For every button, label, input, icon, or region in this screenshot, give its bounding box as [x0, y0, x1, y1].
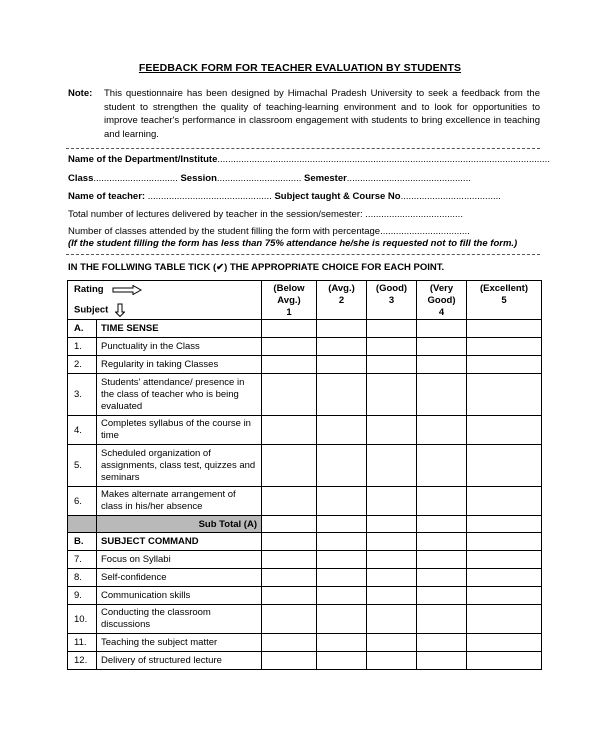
table-row: 11. Teaching the subject matter [68, 634, 542, 652]
session-dots: ................................ [216, 173, 302, 184]
table-row: 8. Self-confidence [68, 569, 542, 587]
attendance-note: (If the student filling the form has less than 75% attendance he/she is requested not to fill the form.) [68, 238, 518, 249]
note-text: This questionnaire has been designed by Himachal Pradesh University to seek a feedback from the student to strengthen the quality of teaching-learning environment and to look for opportunities to improve teacher's performance in classroom engagement with students to bring excellence in teaching and learning. [104, 88, 540, 140]
rating-cell[interactable] [417, 652, 467, 670]
lectures-attended-dots: .................................. [380, 226, 470, 237]
teacher-label: Name of teacher: [68, 191, 146, 202]
rating-cell[interactable] [262, 487, 317, 516]
divider [66, 148, 540, 149]
lectures-delivered-field[interactable] [68, 209, 463, 220]
rating-cell[interactable] [262, 634, 317, 652]
rating-cell[interactable] [467, 356, 542, 374]
rating-cell[interactable] [367, 338, 417, 356]
rating-cell[interactable] [317, 445, 367, 487]
rating-cell[interactable] [467, 338, 542, 356]
rating-cell[interactable] [467, 634, 542, 652]
rating-cell[interactable] [367, 416, 417, 445]
rating-cell[interactable] [262, 356, 317, 374]
subtotal-cell[interactable] [417, 516, 467, 533]
rating-cell[interactable] [417, 605, 467, 634]
rating-cell[interactable] [417, 551, 467, 569]
subtotal-row [68, 516, 542, 533]
section-b-num: B. [68, 533, 97, 551]
rating-cell[interactable] [262, 551, 317, 569]
rating-cell[interactable] [367, 652, 417, 670]
col-header-excellent: (Excellent) 5 [467, 281, 542, 320]
rating-cell[interactable] [367, 374, 417, 416]
rating-cell[interactable] [417, 338, 467, 356]
col-header-below-avg: (Below Avg.) 1 [262, 281, 317, 320]
table-row: 2. Regularity in taking Classes [68, 356, 542, 374]
rating-cell[interactable] [417, 445, 467, 487]
rating-cell[interactable] [317, 634, 367, 652]
table-row: 4. Completes syllabus of the course in time [68, 416, 542, 445]
rating-cell[interactable] [467, 605, 542, 634]
semester-label: Semester [304, 173, 347, 184]
class-label: Class [68, 173, 94, 184]
rating-cell[interactable] [467, 487, 542, 516]
rating-cell[interactable] [317, 587, 367, 605]
department-dots: .............................................................................................................................. [217, 154, 550, 165]
table-header-row [68, 281, 542, 320]
rating-cell[interactable] [317, 356, 367, 374]
rating-cell[interactable] [262, 374, 317, 416]
note-label: Note: [68, 88, 93, 99]
col-header-very-good: (Very Good) 4 [417, 281, 467, 320]
lectures-attended-label: Number of classes attended by the student filling the form with percentage [68, 226, 381, 237]
section-row-a [68, 320, 542, 338]
rating-cell[interactable] [367, 605, 417, 634]
class-session-semester-field[interactable] [68, 173, 471, 184]
rating-cell[interactable] [417, 374, 467, 416]
subtotal-cell[interactable] [367, 516, 417, 533]
subtotal-cell[interactable] [467, 516, 542, 533]
rating-cell[interactable] [467, 416, 542, 445]
rating-cell[interactable] [467, 551, 542, 569]
rating-cell[interactable] [367, 634, 417, 652]
table-row: 5. Scheduled organization of assignments, class test, quizzes and seminars [68, 445, 542, 487]
rating-cell[interactable] [317, 338, 367, 356]
semester-dots: ............................................... [346, 173, 471, 184]
rating-cell[interactable] [317, 416, 367, 445]
class-dots: ................................ [93, 173, 178, 184]
rating-cell[interactable] [262, 605, 317, 634]
table-row: 6. Makes alternate arrangement of class in his/her absence [68, 487, 542, 516]
table-row: 10. Conducting the classroom discussions [68, 605, 542, 634]
subtotal-cell[interactable] [317, 516, 367, 533]
rating-cell[interactable] [417, 487, 467, 516]
rating-cell[interactable] [417, 416, 467, 445]
subtotal-cell[interactable] [262, 516, 317, 533]
table-row: 12. Delivery of structured lecture [68, 652, 542, 670]
subject-label: Subject taught & Course No [274, 191, 401, 202]
rating-cell[interactable] [467, 569, 542, 587]
subtotal-label: Sub Total (A) [97, 516, 262, 533]
section-a-num: A. [68, 320, 97, 338]
lectures-attended-field[interactable] [68, 226, 470, 237]
rating-cell[interactable] [317, 652, 367, 670]
rating-cell[interactable] [367, 445, 417, 487]
rating-cell[interactable] [417, 569, 467, 587]
rating-subject-header [68, 281, 262, 320]
lectures-delivered-dots: ..................................... [365, 209, 463, 220]
rating-cell[interactable] [317, 374, 367, 416]
rating-cell[interactable] [367, 487, 417, 516]
department-field[interactable] [68, 154, 550, 165]
evaluation-table [67, 280, 542, 670]
session-label: Session [180, 173, 217, 184]
rating-cell[interactable] [467, 374, 542, 416]
section-a-label: TIME SENSE [97, 320, 262, 338]
rating-cell[interactable] [367, 569, 417, 587]
subject-header-label: Subject [74, 304, 109, 316]
arrow-right-icon [112, 285, 142, 294]
instruction-text: IN THE FOLLWING TABLE TICK (✔) THE APPROPRIATE CHOICE FOR EACH POINT. [68, 262, 445, 273]
rating-cell[interactable] [317, 551, 367, 569]
col-header-good: (Good) 3 [367, 281, 417, 320]
rating-cell[interactable] [417, 356, 467, 374]
rating-cell[interactable] [262, 338, 317, 356]
rating-label: Rating [74, 284, 104, 295]
arrow-down-icon [115, 303, 125, 317]
rating-cell[interactable] [417, 587, 467, 605]
col-header-avg: (Avg.) 2 [317, 281, 367, 320]
rating-cell[interactable] [467, 587, 542, 605]
teacher-dots: ............................................... [147, 191, 272, 202]
table-row: 1. Punctuality in the Class [68, 338, 542, 356]
rating-cell[interactable] [417, 634, 467, 652]
rating-cell[interactable] [262, 416, 317, 445]
rating-cell[interactable] [262, 569, 317, 587]
teacher-subject-field[interactable] [68, 191, 501, 202]
rating-cell[interactable] [367, 587, 417, 605]
rating-cell[interactable] [467, 445, 542, 487]
rating-cell[interactable] [317, 569, 367, 587]
lectures-delivered-label: Total number of lectures delivered by teacher in the session/semester: [68, 209, 363, 220]
table-row: 9. Communication skills [68, 587, 542, 605]
table-row: 3. Students' attendance/ presence in the class of teacher who is being evaluated [68, 374, 542, 416]
divider [66, 254, 540, 255]
rating-cell[interactable] [317, 605, 367, 634]
rating-cell[interactable] [262, 445, 317, 487]
department-label: Name of the Department/Institute [68, 154, 218, 165]
section-row-b [68, 533, 542, 551]
section-b-label: SUBJECT COMMAND [97, 533, 262, 551]
rating-cell[interactable] [317, 487, 367, 516]
rating-cell[interactable] [262, 587, 317, 605]
form-title: FEEDBACK FORM FOR TEACHER EVALUATION BY STUDENTS [138, 62, 462, 74]
rating-cell[interactable] [367, 551, 417, 569]
table-row: 7. Focus on Syllabi [68, 551, 542, 569]
rating-cell[interactable] [367, 356, 417, 374]
rating-cell[interactable] [262, 652, 317, 670]
subject-dots: ...................................... [400, 191, 501, 202]
rating-cell[interactable] [467, 652, 542, 670]
